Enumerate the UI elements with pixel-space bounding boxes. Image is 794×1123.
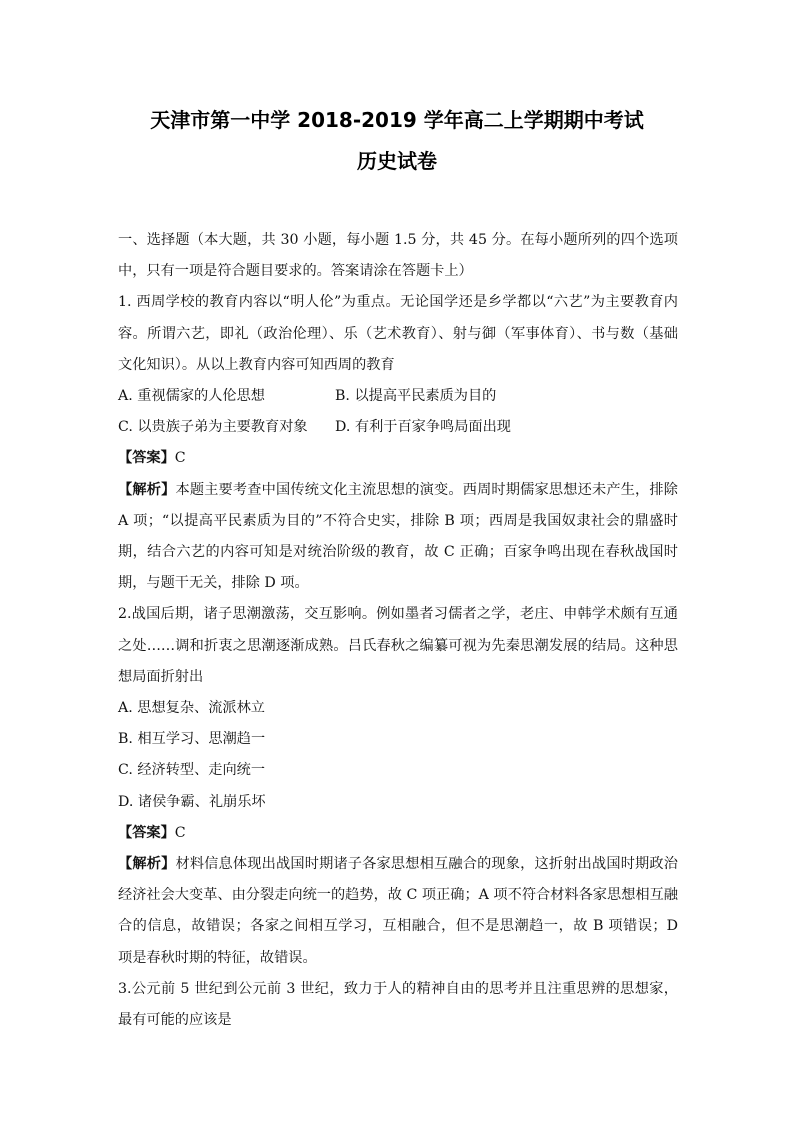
analysis-label: 【解析】 [118,856,176,873]
analysis-label: 【解析】 [118,481,176,498]
analysis-text: 本题主要考查中国传统文化主流思想的演变。西周时期儒家思想还未产生，排除 A 项；“以提高平民素质为目的”不符合史实，排除 B 项；西周是我国奴隶社会的鼎盛时期，结合六艺的内容可知是对统治阶级的教育，故 C 正确；百家争鸣出现在春秋战国时期，与题干无关，排除 D 项。 [118,481,678,592]
question-2-option-b: B. 相互学习、思潮趋一 [118,731,266,748]
section-intro: 一、选择题（本大题，共 30 小题，每小题 1.5 分，共 45 分。在每小题所列的四个选项 中，只有一项是符合题目要求的。答案请涂在答题卡上） [118,232,678,280]
question-1-option-d: D. 有利于百家争鸣局面出现 [335,419,511,436]
question-2-option-d: D. 诸侯争霸、礼崩乐坏 [118,793,266,810]
question-3-stem: 3.公元前 5 世纪到公元前 3 世纪，致力于人的精神自由的思考并且注重思辨的思想家，最有可能的应该是 [118,980,678,1029]
question-2-option-a: A. 思想复杂、流派林立 [118,700,265,717]
question-1-options-row-1 [118,381,678,412]
answer-label: 【答案】 [118,450,175,467]
question-2-option-c: C. 经济转型、走向统一 [118,762,266,779]
question-1-analysis [118,475,678,600]
answer-label: 【答案】 [118,824,175,841]
question-1-answer [118,443,678,474]
question-1-option-c: C. 以贵族子弟为主要教育对象 [118,419,308,436]
question-1-option-b: B. 以提高平民素质为目的 [335,388,497,405]
exam-subtitle: 历史试卷 [357,149,437,173]
question-2-stem: 2.战国后期，诸子思潮激荡，交互影响。例如墨者习儒者之学，老庄、申韩学术颇有互通之处……调和折衷之思潮逐渐成熟。吕氏春秋之编纂可视为先秦思潮发展的结局。这种思想局面折射出 [118,606,678,685]
exam-content [118,225,678,1036]
exam-title: 天津市第一中学 2018-2019 学年高二上学期期中考试 [150,108,644,132]
answer-value: C [174,450,186,467]
question-2-answer [118,818,678,849]
question-1-options-row-2 [118,412,678,443]
question-2-analysis [118,849,678,974]
question-1-option-a: A. 重视儒家的人伦思想 [118,388,265,405]
answer-value: C [174,824,186,841]
analysis-text: 材料信息体现出战国时期诸子各家思想相互融合的现象，这折射出战国时期政治经济社会大变革、由分裂走向统一的趋势，故 C 项正确；A 项不符合材料各家思想相互融合的信息，故错误；各家之间相互学习，互相融合，但不是思潮趋一，故 B 项错误；D 项是春秋时期的特征，故错误。 [118,856,678,966]
question-1-stem: 1. 西周学校的教育内容以“明人伦”为重点。无论国学还是乡学都以“六艺”为主要教育内容。所谓六艺，即礼（政治伦理）、乐（艺术教育）、射与御（军事体育）、书与数（基础文化知识）。从以上教育内容可知西周的教育 [118,294,678,373]
